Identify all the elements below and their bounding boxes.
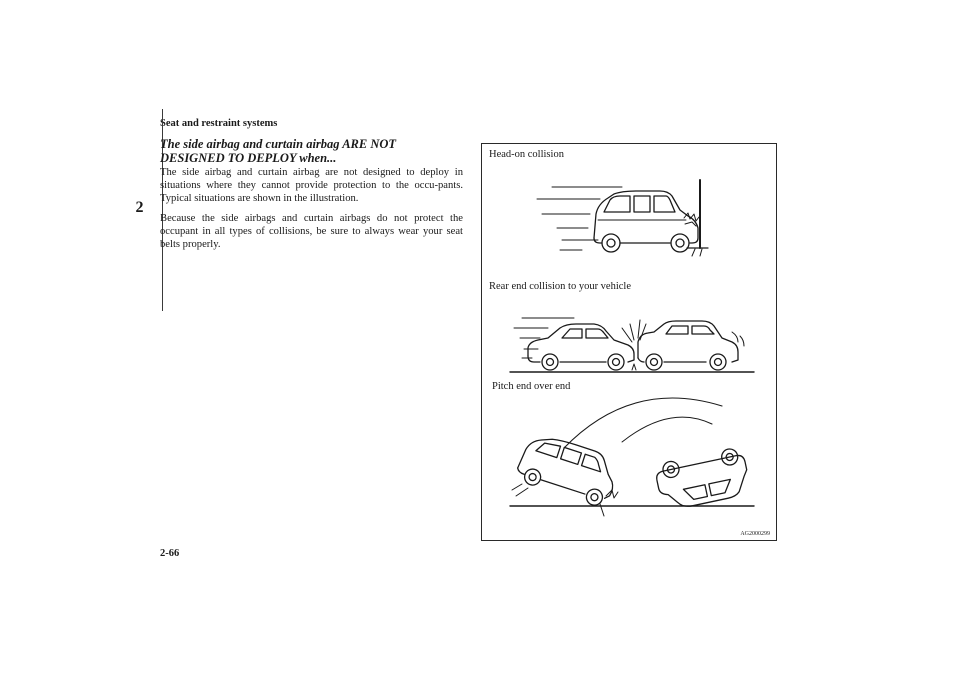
chapter-number: 2 — [135, 199, 144, 216]
section-heading: The side airbag and curtain airbag ARE NOT DESIGNED TO DEPLOY when... — [160, 137, 397, 165]
paragraph-2: Because the side airbags and curtain airbags do not protect the occupant in all types of collisions, be sure to always wear your seat belts properly. — [160, 213, 463, 250]
chapter-tab — [118, 109, 163, 311]
paragraph-1: The side airbag and curtain airbag are not designed to deploy in situations where they cannot provide protection to the occu-pants. Typical situations are shown in the illustration. — [160, 167, 463, 204]
page-number: 2-66 — [160, 548, 180, 559]
collision-drawings — [482, 144, 778, 542]
head-on-car-drawing — [537, 180, 708, 256]
label-rear-end-collision: Rear end collision to your vehicle — [489, 281, 632, 292]
collision-illustration — [481, 143, 777, 541]
pitch-over-cars-drawing — [510, 398, 754, 516]
section-title: Seat and restraint systems — [160, 118, 278, 129]
figure-code: AG2000299 — [740, 531, 770, 537]
label-head-on-collision: Head-on collision — [489, 149, 564, 160]
rear-end-cars-drawing — [510, 318, 754, 372]
label-pitch-end-over-end: Pitch end over end — [492, 381, 571, 392]
